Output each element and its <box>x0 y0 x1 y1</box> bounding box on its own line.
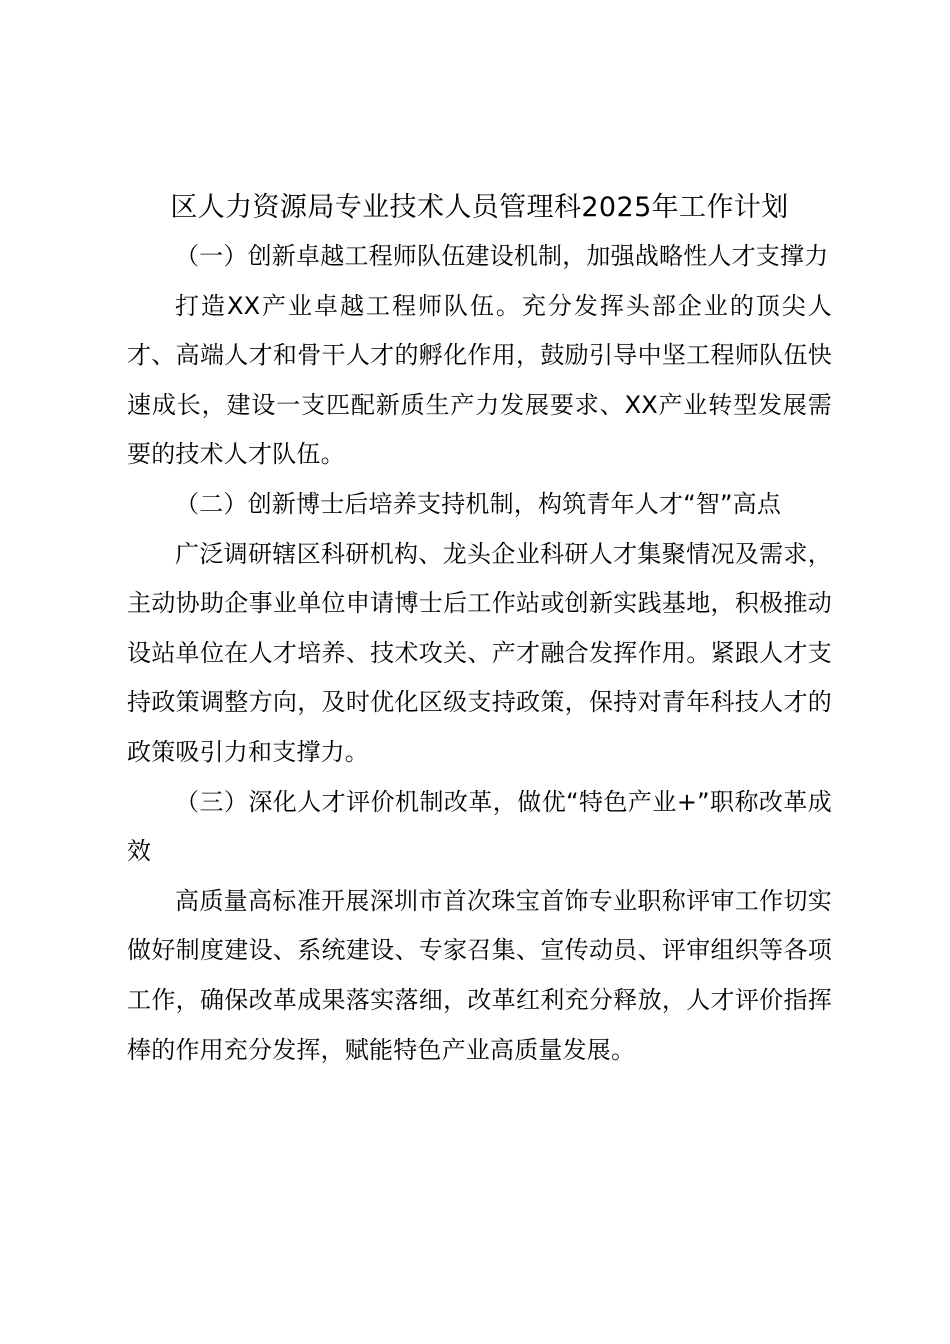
section-body-1: 打造XX产业卓越工程师队伍。充分发挥头部企业的顶尖人才、高端人才和骨干人才的孵化作用，鼓励引导中坚工程师队伍快速成长，建设一支匹配新质生产力发展要求、XX产业转型发展需要的技术人才队伍。 <box>127 291 832 469</box>
section-body-2: 广泛调研辖区科研机构、龙头企业科研人才集聚情况及需求，主动协助企事业单位申请博士后工作站或创新实践基地，积极推动设站单位在人才培养、技术攻关、产才融合发挥作用。紧跟人才支持政策调整方向，及时优化区级支持政策，保持对青年科技人才的政策吸引力和支撑力。 <box>127 539 832 766</box>
document-page <box>127 186 832 1075</box>
section-heading-2: （二）创新博士后培养支持机制，构筑青年人才“智”高点 <box>175 489 782 518</box>
section-heading-1: （一）创新卓越工程师队伍建设机制，加强战略性人才支撑力 <box>175 242 829 270</box>
section-heading-3: （三）深化人才评价机制改革，做优“特色产业+”职称改革成效 <box>127 787 832 866</box>
section-body-3: 高质量高标准开展深圳市首次珠宝首饰专业职称评审工作切实做好制度建设、系统建设、专家召集、宣传动员、评审组织等各项工作，确保改革成果落实落细，改革红利充分释放，人才评价指挥棒的作用充分发挥，赋能特色产业高质量发展。 <box>127 886 832 1064</box>
document-title: 区人力资源局专业技术人员管理科2025年工作计划 <box>170 192 789 223</box>
